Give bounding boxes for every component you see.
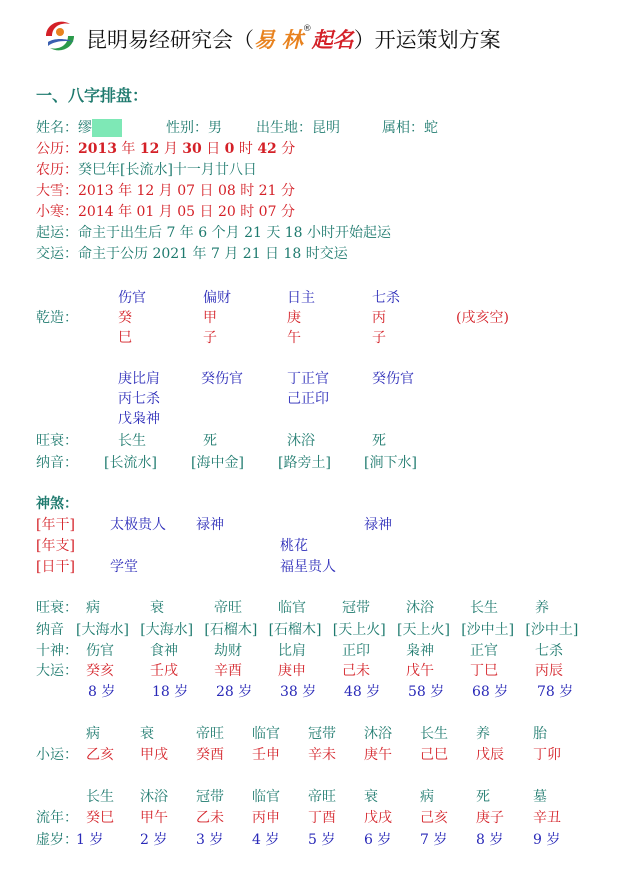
name-mask	[92, 119, 122, 137]
dayun-wangshuai-cell: 长生	[470, 600, 498, 616]
shensha-1-3: 桃花	[280, 538, 308, 554]
xiaoyun-ganzhi-cell: 癸酉	[196, 747, 224, 763]
dayun-nayin-cell: [大海水]	[140, 622, 194, 638]
xiaoyun-ganzhi-cell: 庚午	[364, 747, 392, 763]
dayun-label: 大运：	[36, 663, 78, 679]
logo-icon	[38, 14, 82, 58]
dayun-ganzhi-cell: 辛酉	[214, 663, 242, 679]
dayun-age-cell: 28 岁	[216, 684, 253, 700]
dayun-wangshuai-cell: 衰	[150, 600, 164, 616]
dayun-wangshuai-cell: 病	[86, 600, 100, 616]
dayun-shishen-label: 十神：	[36, 643, 78, 659]
name-value: 缪	[78, 120, 92, 136]
info-line-daxue: 大雪：2013 年 12 月 07 日 08 时 21 分	[36, 183, 295, 199]
shishen-1: 偏财	[203, 290, 231, 306]
wangshuai-1: 死	[203, 433, 217, 449]
info-line-gongli: 公历：2013 年 12 月 30 日 0 时 42 分	[36, 141, 296, 157]
xusui-cell: 8 岁	[476, 832, 504, 848]
xiaoyun-wangshuai-cell: 长生	[420, 726, 448, 742]
shensha-0-2: 禄神	[196, 517, 224, 533]
page-title	[86, 24, 501, 54]
tiangan-3: 丙	[372, 310, 386, 326]
liunian-wangshuai-cell: 死	[476, 789, 490, 805]
dayun-ganzhi-cell: 癸亥	[86, 663, 114, 679]
kong-note: (戌亥空)	[456, 310, 509, 326]
canggan-2-1: 己正印	[287, 391, 329, 407]
liunian-ganzhi-cell: 己亥	[420, 810, 448, 826]
dayun-wangshuai-cell: 养	[535, 600, 549, 616]
xiaoyun-wangshuai-cell: 衰	[140, 726, 154, 742]
liunian-wangshuai-cell: 帝旺	[308, 789, 336, 805]
dayun-shishen-cell: 七杀	[535, 643, 563, 659]
xiaoyun-wangshuai-cell: 临官	[252, 726, 280, 742]
liunian-wangshuai-cell: 临官	[252, 789, 280, 805]
dayun-age-cell: 78 岁	[537, 684, 574, 700]
xusui-cell: 1 岁	[76, 832, 104, 848]
dayun-ganzhi-cell: 庚申	[278, 663, 306, 679]
title-suffix: ）开运策划方案	[353, 28, 501, 52]
xiaoyun-ganzhi-cell: 戊辰	[476, 747, 504, 763]
dayun-shishen-cell: 正官	[470, 643, 498, 659]
tiangan-2: 庚	[287, 310, 301, 326]
xiaoyun-ganzhi-cell: 辛未	[308, 747, 336, 763]
dayun-wangshuai-label: 旺衰：	[36, 600, 78, 616]
brand-lin: 林	[281, 28, 303, 52]
dayun-ganzhi-cell: 戊午	[406, 663, 434, 679]
canggan-2-0: 丁正官	[287, 371, 329, 387]
xiaoyun-ganzhi-cell: 甲戌	[140, 747, 168, 763]
dizhi-0: 巳	[118, 330, 132, 346]
liunian-ganzhi-cell: 辛丑	[533, 810, 561, 826]
shensha-heading: 神煞：	[36, 496, 78, 512]
shensha-label-2: [日干]	[36, 559, 75, 575]
xusui-cell: 4 岁	[252, 832, 280, 848]
shensha-0-1: 太极贵人	[110, 517, 166, 533]
name-label: 姓名：	[36, 120, 78, 136]
liunian-wangshuai-cell: 墓	[533, 789, 547, 805]
dayun-age-cell: 38 岁	[280, 684, 317, 700]
xiaoyun-ganzhi-cell: 己巳	[420, 747, 448, 763]
liunian-wangshuai-cell: 冠带	[196, 789, 224, 805]
shensha-0-4: 禄神	[364, 517, 392, 533]
dizhi-2: 午	[287, 330, 301, 346]
xiaoyun-ganzhi-cell: 乙亥	[86, 747, 114, 763]
dayun-nayin-label: 纳音	[36, 622, 64, 638]
xiaoyun-wangshuai-cell: 养	[476, 726, 490, 742]
dayun-nayin-cell: [大海水]	[76, 622, 129, 638]
section-heading: 一、八字排盘：	[36, 86, 149, 105]
registered-mark: ®	[302, 24, 312, 34]
dayun-nayin-cell: [天上火]	[332, 622, 386, 638]
xusui-cell: 6 岁	[364, 832, 392, 848]
dayun-ganzhi-cell: 丁巳	[470, 663, 498, 679]
dayun-ganzhi-cell: 己未	[342, 663, 370, 679]
dayun-shishen-cell: 伤官	[86, 643, 114, 659]
shishen-2: 日主	[287, 290, 315, 306]
shishen-3: 七杀	[372, 290, 400, 306]
xusui-cell: 5 岁	[308, 832, 336, 848]
dayun-nayin-cell: [沙中土]	[461, 622, 515, 638]
info-line-qiyun: 起运：命主于出生后 7 年 6 个月 21 天 18 小时开始起运	[36, 225, 392, 241]
liunian-ganzhi-cell: 戊戌	[364, 810, 392, 826]
dayun-age-cell: 18 岁	[152, 684, 189, 700]
zodiac: 属相：蛇	[382, 120, 438, 136]
canggan-1-0: 癸伤官	[201, 371, 243, 387]
xiaoyun-wangshuai-cell: 胎	[533, 726, 547, 742]
liunian-wangshuai-cell: 沐浴	[140, 789, 168, 805]
info-line-xiaohan: 小寒：2014 年 01 月 05 日 20 时 07 分	[36, 204, 295, 220]
dayun-shishen-cell: 比肩	[278, 643, 306, 659]
xusui-cell: 3 岁	[196, 832, 224, 848]
dayun-age-cell: 48 岁	[344, 684, 381, 700]
canggan-3-0: 癸伤官	[372, 371, 414, 387]
dayun-shishen-cell: 正印	[342, 643, 370, 659]
wangshuai-2: 沐浴	[287, 433, 315, 449]
dayun-nayin-cell: [石榴木]	[268, 622, 322, 638]
dayun-age-cell: 58 岁	[408, 684, 445, 700]
dayun-shishen-cell: 食神	[150, 643, 178, 659]
dayun-wangshuai-cell: 冠带	[342, 600, 370, 616]
xiaoyun-ganzhi-cell: 壬申	[252, 747, 280, 763]
xiaoyun-wangshuai-cell: 沐浴	[364, 726, 392, 742]
dayun-wangshuai-cell: 临官	[278, 600, 306, 616]
dayun-shishen-cell: 劫财	[214, 643, 242, 659]
tiangan-1: 甲	[203, 310, 217, 326]
xiaoyun-wangshuai-cell: 冠带	[308, 726, 336, 742]
dizhi-1: 子	[203, 330, 217, 346]
nayin-label: 纳音：	[36, 455, 78, 471]
nayin-0: [长流水]	[104, 455, 157, 471]
nayin-3: [涧下水]	[364, 455, 417, 471]
liunian-ganzhi-cell: 癸巳	[86, 810, 114, 826]
shensha-label-1: [年支]	[36, 538, 75, 554]
shishen-0: 伤官	[118, 290, 146, 306]
shensha-2-1: 学堂	[110, 559, 138, 575]
xusui-cell: 7 岁	[420, 832, 448, 848]
xiaoyun-ganzhi-cell: 丁卯	[533, 747, 561, 763]
liunian-ganzhi-cell: 庚子	[476, 810, 504, 826]
liunian-ganzhi-cell: 丙申	[252, 810, 280, 826]
xusui-label: 虚岁：	[36, 832, 78, 848]
wangshuai-3: 死	[372, 433, 386, 449]
qianzao-label: 乾造：	[36, 310, 78, 326]
info-line-name	[36, 118, 122, 138]
xiaoyun-wangshuai-cell: 病	[86, 726, 100, 742]
dayun-ganzhi-cell: 壬戌	[150, 663, 178, 679]
liunian-ganzhi-cell: 甲午	[140, 810, 168, 826]
liunian-ganzhi-cell: 丁酉	[308, 810, 336, 826]
nayin-1: [海中金]	[191, 455, 244, 471]
canggan-0-1: 丙七杀	[118, 391, 160, 407]
tiangan-0: 癸	[118, 310, 132, 326]
dayun-wangshuai-cell: 沐浴	[406, 600, 434, 616]
dizhi-3: 子	[372, 330, 386, 346]
dayun-nayin-cell: [天上火]	[397, 622, 450, 638]
liunian-ganzhi-cell: 乙未	[196, 810, 224, 826]
xiaoyun-label: 小运：	[36, 747, 78, 763]
dayun-nayin-cell: [沙中土]	[525, 622, 579, 638]
brand-yi: 易	[254, 28, 275, 52]
dayun-wangshuai-cell: 帝旺	[214, 600, 242, 616]
dayun-age-cell: 68 岁	[472, 684, 509, 700]
dayun-shishen-cell: 枭神	[406, 643, 434, 659]
brand-qiming: 起名	[311, 28, 354, 52]
gender: 性别：男	[166, 120, 222, 136]
title-prefix: 昆明易经研究会（	[86, 28, 254, 52]
info-line-nongli: 农历：癸巳年[长流水]十一月廿八日	[36, 162, 257, 178]
xusui-cell: 9 岁	[533, 832, 561, 848]
canggan-0-2: 戊枭神	[118, 411, 160, 427]
nayin-2: [路旁土]	[278, 455, 331, 471]
canggan-0-0: 庚比肩	[118, 371, 160, 387]
wangshuai-label: 旺衰：	[36, 433, 78, 449]
dayun-age-cell: 8 岁	[88, 684, 116, 700]
xiaoyun-wangshuai-cell: 帝旺	[196, 726, 224, 742]
liunian-wangshuai-cell: 长生	[86, 789, 114, 805]
liunian-label: 流年：	[36, 810, 78, 826]
dayun-ganzhi-cell: 丙辰	[535, 663, 563, 679]
dayun-nayin-cell: [石榴木]	[204, 622, 258, 638]
info-line-jiaoyun: 交运：命主于公历 2021 年 7 月 21 日 18 时交运	[36, 246, 348, 262]
shensha-2-3: 福星贵人	[280, 559, 336, 575]
xusui-cell: 2 岁	[140, 832, 168, 848]
shensha-label-0: [年干]	[36, 517, 75, 533]
liunian-wangshuai-cell: 衰	[364, 789, 378, 805]
birthplace: 出生地：昆明	[256, 120, 340, 136]
wangshuai-0: 长生	[118, 433, 146, 449]
liunian-wangshuai-cell: 病	[420, 789, 434, 805]
